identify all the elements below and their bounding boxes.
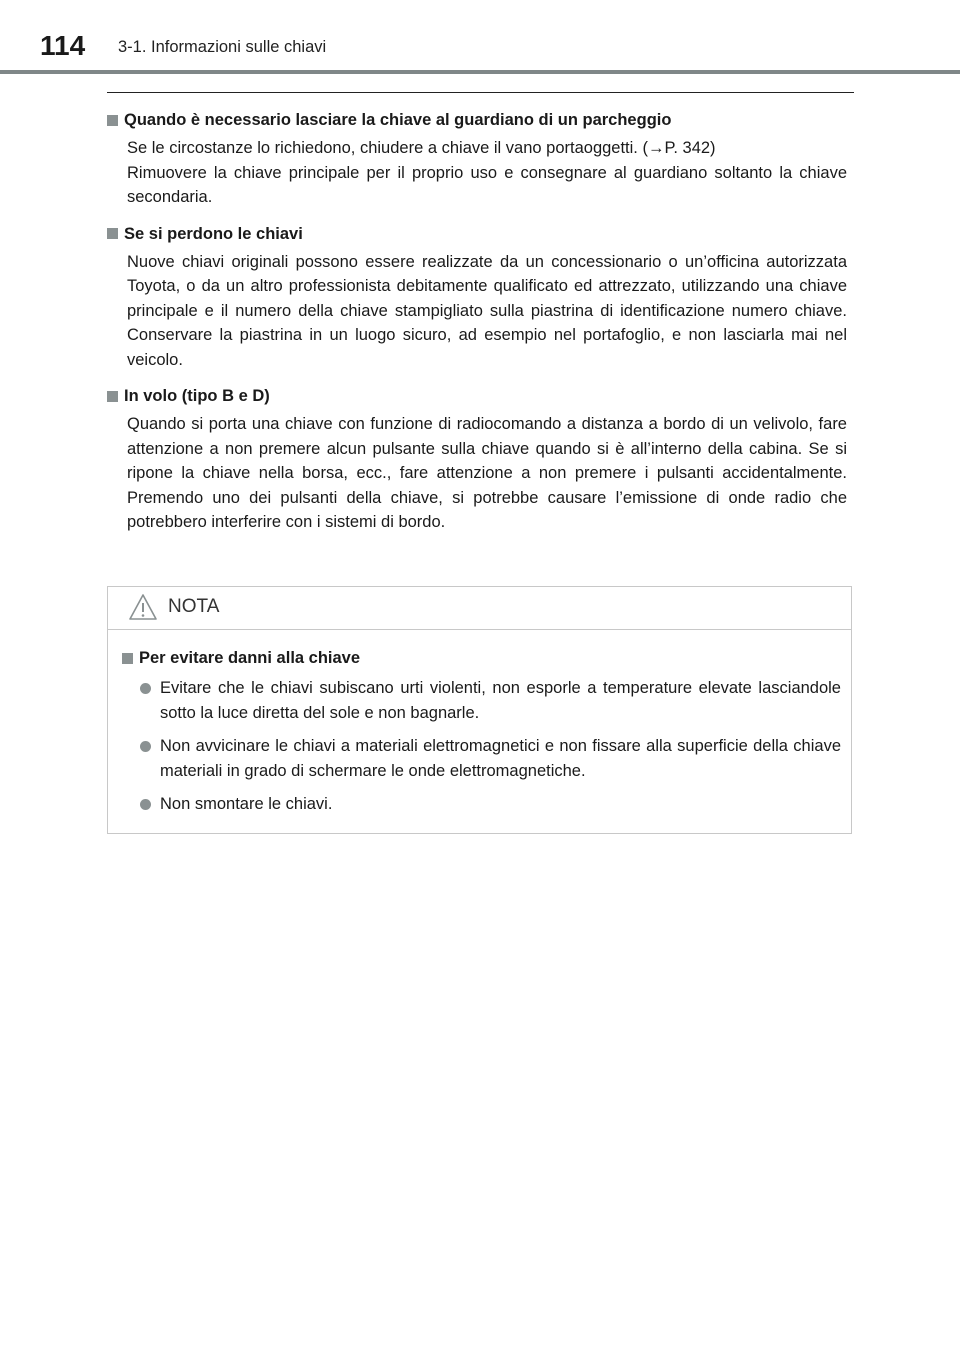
section-title: Se si perdono le chiavi: [124, 224, 303, 243]
section-heading: [107, 384, 847, 408]
section-body: [107, 412, 847, 535]
section-body: [107, 250, 847, 373]
note-title: NOTA: [168, 596, 220, 617]
section-valet: [107, 108, 847, 210]
list-item-text: Non avvicinare le chiavi a materiali elettromagnetici e non fissare alla superficie della chiave materiali in grado di schermare le onde elettromagnetiche.: [160, 737, 841, 780]
list-item: [140, 734, 841, 784]
square-bullet-icon: [107, 391, 118, 402]
square-bullet-icon: [122, 653, 133, 664]
section-title: In volo (tipo B e D): [124, 387, 270, 405]
section-title: Quando è necessario lasciare la chiave al guardiano di un parcheggio: [124, 111, 672, 129]
paragraph: Rimuovere la chiave principale per il proprio uso e consegnare al guardiano soltanto la chiave secondaria.: [127, 163, 847, 206]
note-list: [122, 676, 841, 817]
round-bullet-icon: [140, 683, 151, 694]
note-body: [108, 630, 851, 817]
page-number: 114: [40, 30, 86, 61]
list-item: [140, 792, 841, 817]
note-header: [108, 587, 851, 630]
chapter-title: 3-1. Informazioni sulle chiavi: [118, 38, 327, 56]
note-section-title: Per evitare danni alla chiave: [139, 649, 361, 667]
round-bullet-icon: [140, 799, 151, 810]
note-section-heading: [122, 646, 841, 670]
section-in-flight: [107, 384, 847, 535]
list-item: [140, 676, 841, 726]
round-bullet-icon: [140, 741, 151, 752]
list-item-text: Non smontare le chiavi.: [160, 795, 333, 813]
section-body: [107, 136, 847, 210]
paragraph: Nuove chiavi originali possono essere realizzate da un concessionario o un’officina autorizzata Toyota, o da un altro professionista debitamente qualificato ed attrezzato, utilizzando una chiave principale e il numero della chiave stampigliato sulla piastrina di identificazione numero chiave. Conservare la piastrina in un luogo sicuro, ad esempio nel portafoglio, e non lasciarla mai nel veicolo.: [127, 252, 847, 369]
warning-triangle-icon: [128, 593, 158, 621]
header-bar: [0, 70, 960, 74]
main-content: [107, 108, 847, 547]
section-lost-keys: [107, 222, 847, 373]
list-item-text: Evitare che le chiavi subiscano urti violenti, non esporle a temperature elevate lasciandole sotto la luce diretta del sole e non bagnarle.: [160, 679, 841, 722]
square-bullet-icon: [107, 115, 118, 126]
note-box: [107, 586, 852, 834]
paragraph: Se le circostanze lo richiedono, chiudere a chiave il vano portaoggetti. (→P. 342): [127, 139, 716, 157]
top-rule: [107, 92, 854, 93]
section-heading: [107, 222, 847, 246]
square-bullet-icon: [107, 228, 118, 239]
paragraph: Quando si porta una chiave con funzione di radiocomando a distanza a bordo di un velivolo, fare attenzione a non premere alcun pulsante sulla chiave quando si è all’interno della cabina. Se si ripone la chiave nella borsa, ecc., fare attenzione a non premere i pulsanti accidentalmente. Premendo uno dei pulsanti della chiave, si potrebbe causare l’emissione di onde radio che potrebbero interferire con i sistemi di bordo.: [127, 415, 847, 531]
section-heading: [107, 108, 847, 132]
